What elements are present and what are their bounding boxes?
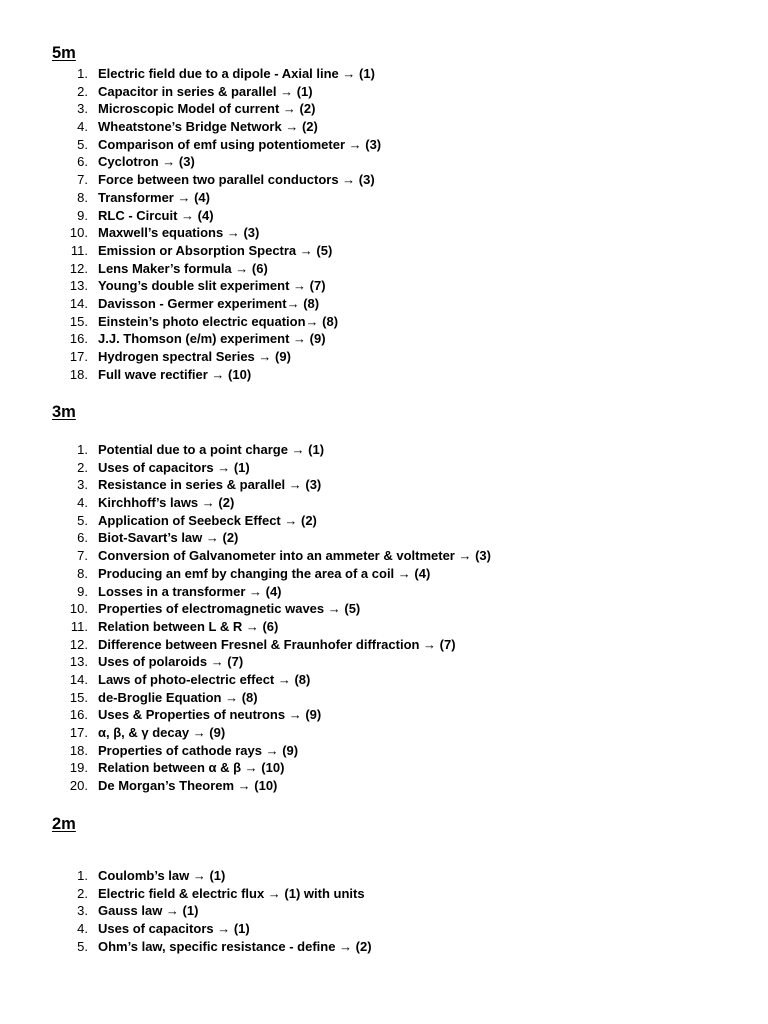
item-number: 7. xyxy=(77,172,88,188)
item-number: 14. xyxy=(69,295,88,311)
item-number: 2. xyxy=(77,83,88,99)
item-text: RLC - Circuit → (4) xyxy=(98,207,214,223)
item-number: 4. xyxy=(77,921,88,937)
item-number: 5. xyxy=(77,136,88,152)
item-text: Gauss law → (1) xyxy=(98,903,199,919)
item-text: Difference between Fresnel & Fraunhofer diffraction → (7) xyxy=(98,636,456,652)
item-text: Comparison of emf using potentiometer → (3) xyxy=(98,136,382,152)
item-text: Wheatstone’s Bridge Network → (2) xyxy=(98,119,318,135)
item-number: 1. xyxy=(77,442,88,457)
item-text: Uses of capacitors → (1) xyxy=(98,921,250,937)
item-number: 18. xyxy=(69,742,88,758)
item-number: 1. xyxy=(77,66,88,81)
item-text: Emission or Absorption Spectra → (5) xyxy=(98,242,333,258)
section-heading: 2m xyxy=(52,815,76,833)
item-text: Ohm’s law, specific resistance - define → (2) xyxy=(98,938,372,954)
item-text: Kirchhoff’s laws → (2) xyxy=(98,495,235,511)
section-heading: 5m xyxy=(52,44,76,62)
item-number: 12. xyxy=(69,260,88,276)
item-text: J.J. Thomson (e/m) experiment → (9) xyxy=(98,331,326,347)
item-text: Application of Seebeck Effect → (2) xyxy=(98,512,317,528)
item-text: Properties of cathode rays → (9) xyxy=(98,742,299,758)
item-text: Resistance in series & parallel → (3) xyxy=(98,477,322,493)
item-text: α, β, & γ decay → (9) xyxy=(98,725,226,740)
item-number: 1. xyxy=(77,868,88,883)
item-number: 10. xyxy=(69,225,88,241)
item-text: Lens Maker’s formula → (6) xyxy=(98,260,268,276)
item-text: Microscopic Model of current → (2) xyxy=(98,101,316,117)
item-text: Relation between α & β → (10) xyxy=(98,760,285,776)
item-text: Biot-Savart’s law → (2) xyxy=(98,530,239,546)
item-number: 12. xyxy=(69,636,88,652)
item-text: Producing an emf by changing the area of a coil → (4) xyxy=(98,565,431,581)
item-text: Cyclotron → (3) xyxy=(98,154,195,170)
item-text: Properties of electromagnetic waves → (5) xyxy=(98,601,361,617)
item-text: Electric field due to a dipole - Axial line → (1) xyxy=(98,66,375,81)
item-number: 2. xyxy=(77,885,88,901)
item-number: 19. xyxy=(69,760,88,776)
item-number: 2. xyxy=(77,459,88,475)
item-number: 8. xyxy=(77,189,88,205)
item-text: Force between two parallel conductors → (3) xyxy=(98,172,375,188)
item-text: De Morgan’s Theorem → (10) xyxy=(98,778,278,794)
item-text: Electric field & electric flux → (1) with units xyxy=(98,885,365,901)
item-number: 15. xyxy=(69,313,88,329)
item-text: Transformer → (4) xyxy=(98,189,210,205)
item-text: Potential due to a point charge → (1) xyxy=(98,442,325,457)
item-number: 18. xyxy=(69,366,88,382)
item-text: Relation between L & R → (6) xyxy=(98,618,279,634)
item-number: 5. xyxy=(77,938,88,954)
item-number: 4. xyxy=(77,119,88,135)
item-number: 3. xyxy=(77,903,88,919)
item-number: 5. xyxy=(77,512,88,528)
item-number: 17. xyxy=(69,725,88,740)
item-text: Capacitor in series & parallel → (1) xyxy=(98,83,313,99)
item-number: 3. xyxy=(77,477,88,493)
item-text: Full wave rectifier → (10) xyxy=(98,366,252,382)
item-number: 10. xyxy=(69,601,88,617)
item-number: 14. xyxy=(69,671,88,687)
item-number: 16. xyxy=(69,707,88,723)
item-text: Coulomb’s law → (1) xyxy=(98,868,226,883)
item-number: 17. xyxy=(69,349,88,364)
item-number: 6. xyxy=(77,530,88,546)
item-text: Uses of polaroids → (7) xyxy=(98,654,244,670)
item-text: Uses & Properties of neutrons → (9) xyxy=(98,707,322,723)
item-text: Conversion of Galvanometer into an ammeter & voltmeter → (3) xyxy=(98,548,491,564)
item-number: 3. xyxy=(77,101,88,117)
item-text: Davisson - Germer experiment→ (8) xyxy=(98,295,320,311)
item-text: Young’s double slit experiment → (7) xyxy=(98,278,326,294)
item-text: Hydrogen spectral Series → (9) xyxy=(98,349,291,364)
item-text: Maxwell’s equations → (3) xyxy=(98,225,260,241)
item-number: 13. xyxy=(69,654,88,670)
item-number: 9. xyxy=(77,583,88,599)
item-text: Uses of capacitors → (1) xyxy=(98,459,250,475)
item-number: 8. xyxy=(77,565,88,581)
item-number: 13. xyxy=(69,278,88,294)
item-number: 7. xyxy=(77,548,88,564)
item-number: 11. xyxy=(70,618,88,634)
section-heading: 3m xyxy=(52,403,76,421)
item-number: 11. xyxy=(70,242,88,258)
item-text: Losses in a transformer → (4) xyxy=(98,583,282,599)
item-text: de-Broglie Equation → (8) xyxy=(98,689,258,705)
item-number: 6. xyxy=(77,154,88,170)
item-number: 9. xyxy=(77,207,88,223)
item-text: Einstein’s photo electric equation→ (8) xyxy=(98,313,339,329)
item-number: 15. xyxy=(69,689,88,705)
item-number: 4. xyxy=(77,495,88,511)
item-text: Laws of photo-electric effect → (8) xyxy=(98,671,311,687)
item-number: 16. xyxy=(69,331,88,347)
item-number: 20. xyxy=(69,778,88,794)
